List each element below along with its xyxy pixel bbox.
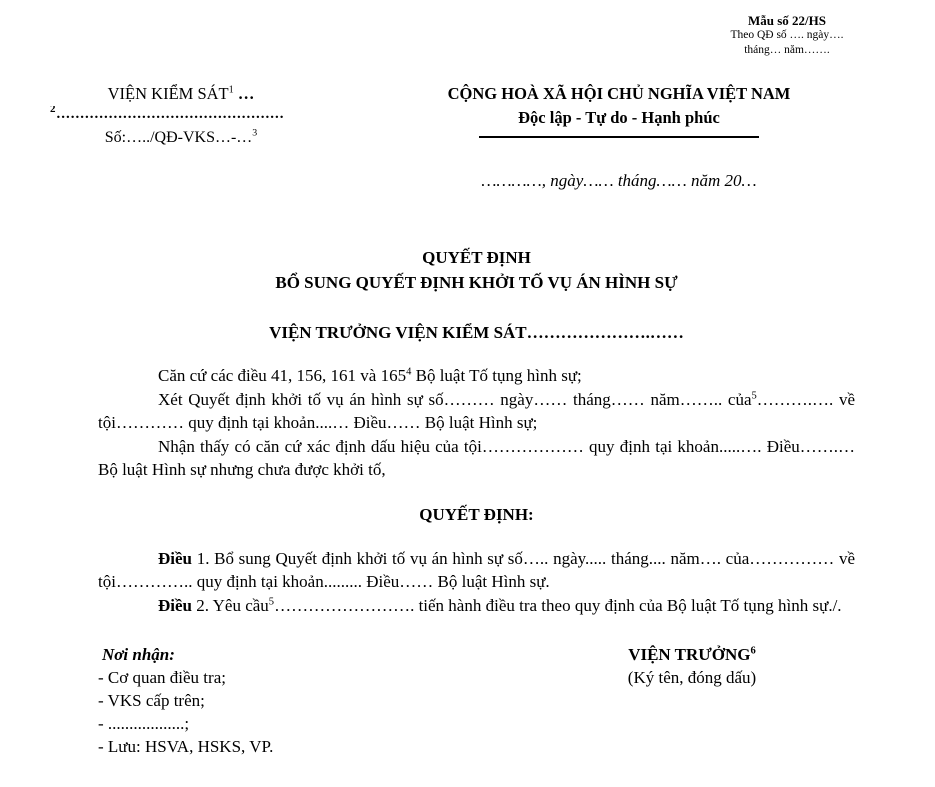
recital2-footnote-ref: 5 — [751, 389, 757, 401]
article-1 — [98, 547, 855, 594]
form-issued-line1: Theo QĐ số …. ngày…. — [730, 29, 844, 41]
recipient-item: - Cơ quan điều tra; — [98, 668, 226, 687]
decision-heading: QUYẾT ĐỊNH: — [419, 504, 534, 524]
recipient-item: - VKS cấp trên; — [98, 691, 205, 710]
signature-footnote-ref: 6 — [750, 645, 756, 657]
agency-block — [50, 84, 312, 147]
recipient-item: - ..................; — [98, 714, 190, 733]
recipient-item: - Lưu: HSVA, HSKS, VP. — [98, 737, 274, 756]
document-number-text: Số:…../QĐ-VKS…-… — [104, 129, 253, 146]
country-name: CỘNG HOÀ XÃ HỘI CHỦ NGHĨA VIỆT NAM — [447, 84, 791, 103]
national-header — [388, 84, 850, 191]
recipients-label: Nơi nhận: — [102, 645, 175, 664]
recital-paragraph-3: Nhận thấy có căn cứ xác định dấu hiệu của tội……………… quy định tại khoản.....…. Điều…….… Bộ luật Hình sự nhưng chưa được khởi tố, — [98, 436, 855, 479]
article-2-text-after: ……………………. tiến hành điều tra theo quy định của Bộ luật Tố tụng hình sự./. — [274, 595, 842, 615]
motto-underline — [479, 136, 759, 138]
recitals — [98, 364, 855, 482]
agency-dotted-footnote-ref: 2 — [50, 106, 57, 115]
date-line: …………, ngày…… tháng…… năm 20… — [481, 171, 757, 190]
article-1-text: 1. Bổ sung Quyết định khởi tố vụ án hình sự số….. ngày..... tháng.... năm…. của…………… về tội………….. quy định tại khoản......... Điều…… Bộ luật Hình sự. — [98, 548, 855, 591]
recital2-text: Xét Quyết định khởi tố vụ án hình sự số……… ngày…… tháng…… năm…….. của — [158, 389, 752, 409]
recital1-footnote-ref: 4 — [406, 366, 412, 378]
agency-name-text: VIỆN KIỂM SÁT — [107, 84, 229, 103]
authority-line: VIỆN TRƯỞNG VIỆN KIỂM SÁT………………….…… — [269, 323, 684, 342]
recital2-text-after: ……….…. về tội………… quy định tại khoản....… Điều…… Bộ luật Hình sự; — [98, 389, 856, 432]
article-2-footnote-ref: 5 — [268, 595, 275, 607]
article-1-label: Điều — [158, 548, 192, 568]
national-motto: Độc lập - Tự do - Hạnh phúc — [518, 108, 720, 127]
document-title — [98, 245, 855, 295]
signature-title — [542, 643, 842, 666]
title-line2: BỔ SUNG QUYẾT ĐỊNH KHỞI TỐ VỤ ÁN HÌNH SỰ — [275, 273, 678, 292]
article-2 — [98, 594, 855, 618]
agency-name-dots: … — [233, 84, 255, 103]
agency-name-footnote-ref: 1 — [228, 84, 234, 96]
agency-dotted-line — [50, 106, 312, 123]
agency-name — [50, 84, 312, 104]
signature-note: (Ký tên, đóng dấu) — [627, 668, 757, 687]
recital1-text-after: Bộ luật Tố tụng hình sự; — [411, 366, 582, 385]
document-number-footnote-ref: 3 — [252, 127, 258, 139]
document-footer — [98, 643, 855, 773]
article-2-text: 2. Yêu cầu — [192, 595, 269, 615]
recital-paragraph-2 — [98, 388, 855, 435]
document-body — [98, 245, 855, 773]
signature-title-text: VIỆN TRƯỞNG — [628, 645, 751, 664]
form-number: Mẫu số 22/HS — [747, 13, 826, 28]
agency-dots: ................................................ — [56, 106, 285, 122]
articles — [98, 547, 855, 618]
article-2-label: Điều — [158, 595, 192, 615]
form-issued-line2: tháng… năm……. — [744, 44, 830, 56]
signature-block — [542, 643, 842, 689]
form-stamp — [687, 13, 887, 58]
recital1-text: Căn cứ các điều 41, 156, 161 và 165 — [158, 366, 407, 385]
title-line1: QUYẾT ĐỊNH — [422, 248, 531, 267]
recital-paragraph-1 — [98, 364, 855, 388]
document-number-line — [50, 129, 312, 147]
